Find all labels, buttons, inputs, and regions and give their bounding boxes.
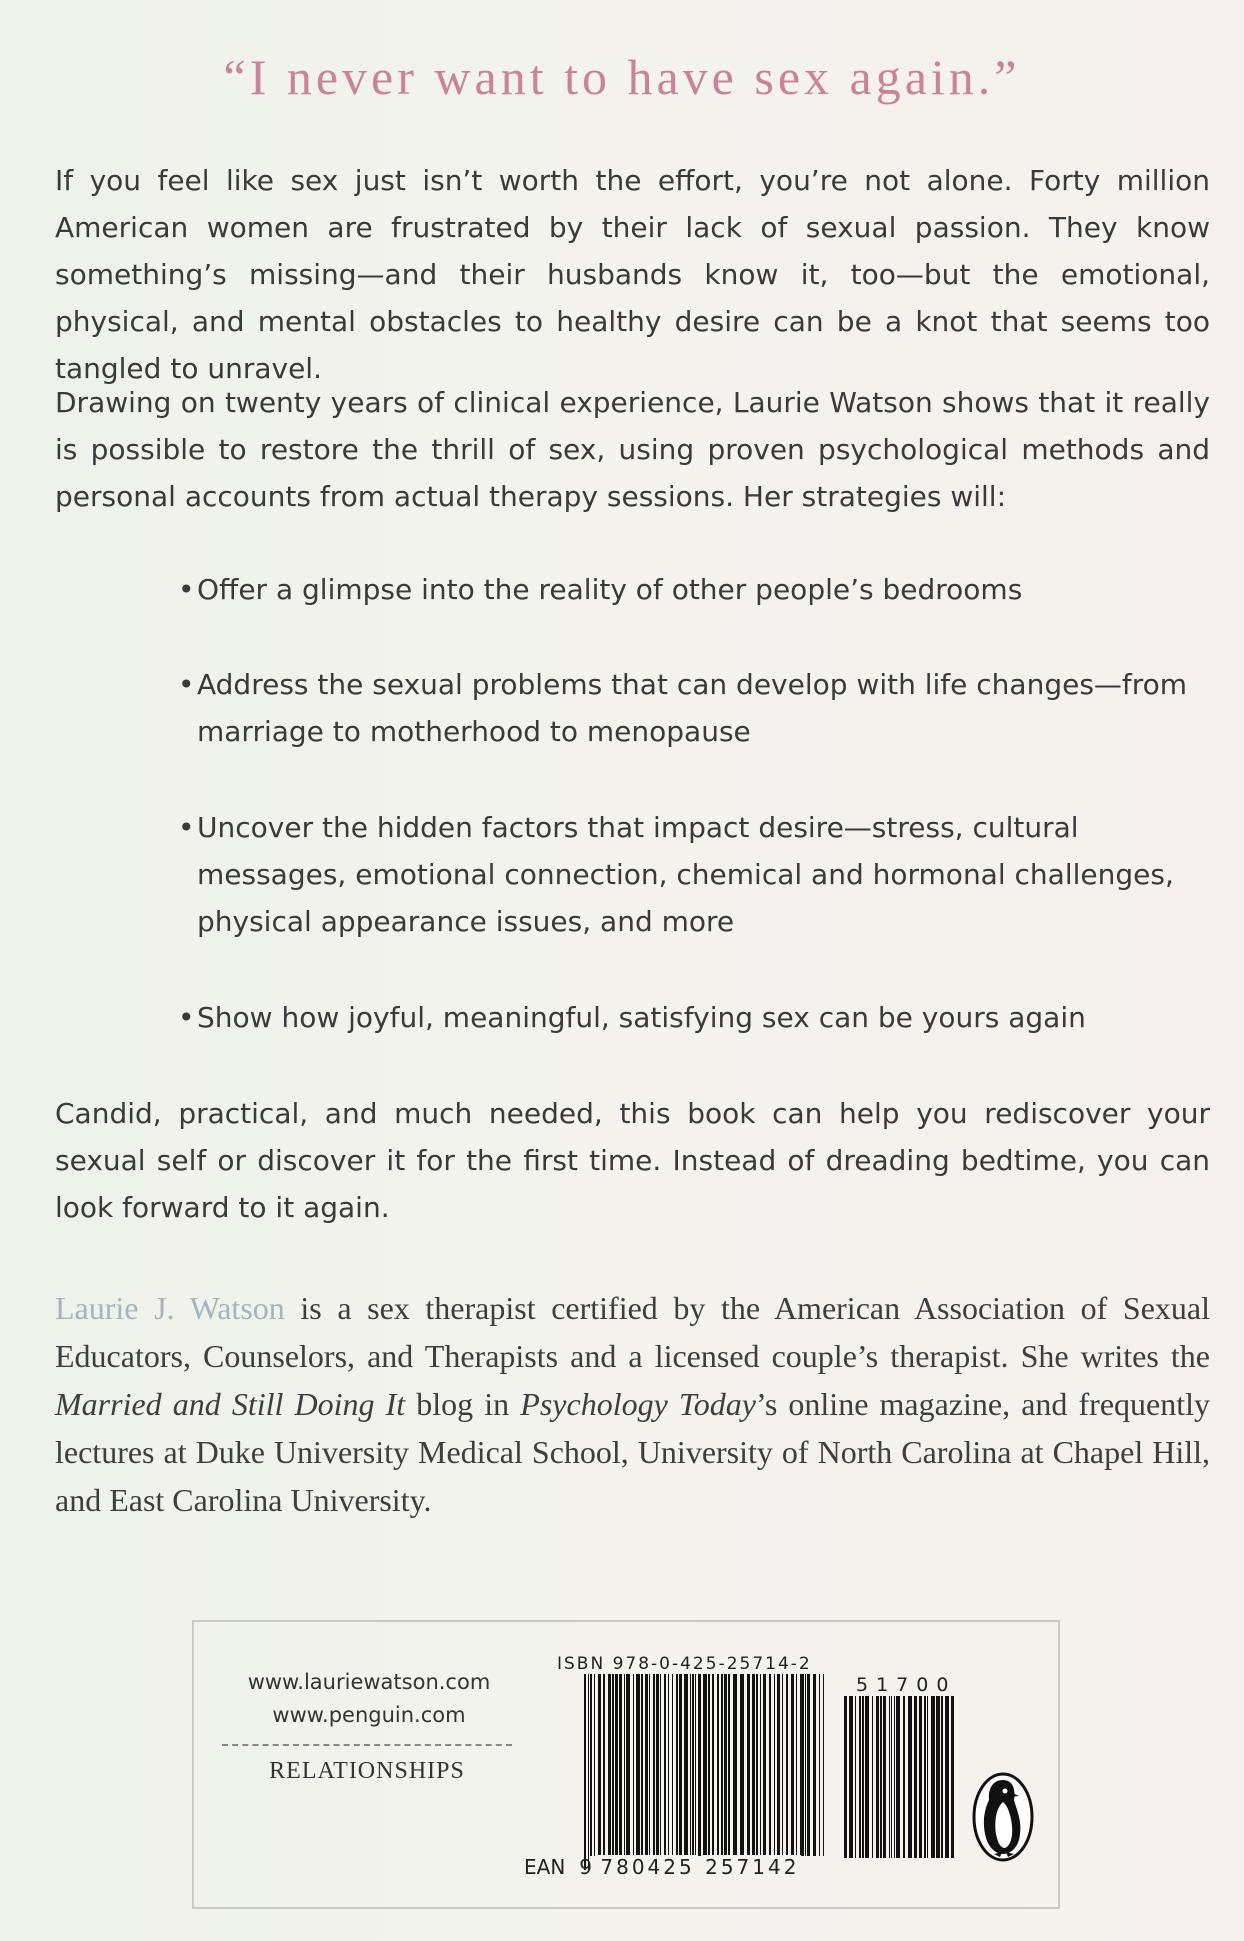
divider: [222, 1744, 512, 1746]
list-item-text: Uncover the hidden factors that impact desire—stress, cultural messages, emotional connection, chemical and hormonal challenges, physical appearance issues, and more: [197, 811, 1174, 938]
barcode-bar: [800, 1674, 804, 1856]
barcode-bar: [626, 1674, 630, 1856]
barcode-bar: [676, 1674, 678, 1856]
barcode-bar: [859, 1696, 861, 1858]
category-label: RELATIONSHIPS: [269, 1758, 465, 1784]
ean-label: [524, 1855, 801, 1879]
barcode-bar: [636, 1674, 640, 1856]
barcode-bar: [649, 1674, 650, 1856]
bio-text: is a sex therapist certified by the American Association of Sexual Educators, Counselors, and Therapists and a licensed couple’s therapist. She writes the: [55, 1290, 1211, 1374]
penguin-logo-icon: [972, 1772, 1034, 1862]
barcode-bar: [889, 1696, 890, 1858]
bullet-icon: •: [178, 811, 195, 844]
barcode-bar: [903, 1696, 905, 1858]
magazine-title: Psychology Today: [520, 1386, 756, 1422]
barcode-bar: [690, 1674, 691, 1856]
barcode-bar: [855, 1696, 856, 1858]
bullet-icon: •: [178, 573, 195, 606]
cover-quote: “I never want to have sex again.”: [223, 49, 1021, 105]
barcode-bar: [612, 1674, 614, 1856]
barcode-bar: [951, 1696, 954, 1858]
barcode-bar: [919, 1696, 922, 1858]
bullet-icon: •: [178, 1001, 195, 1034]
ean-first-digit: 9: [579, 1855, 593, 1879]
barcode-bar: [668, 1674, 669, 1856]
barcode-bar: [927, 1696, 928, 1858]
barcode-bar: [656, 1674, 659, 1856]
barcode-bar: [823, 1674, 824, 1856]
list-item: [178, 566, 1208, 613]
list-item: [178, 994, 1208, 1041]
ean-right-digits: 257142: [705, 1855, 800, 1879]
barcode-bar: [615, 1674, 618, 1856]
barcode-bar: [733, 1674, 737, 1856]
barcode-bar: [752, 1674, 755, 1856]
barcode-bar: [807, 1674, 810, 1856]
barcode-bar: [936, 1696, 940, 1858]
bio-text: blog in: [405, 1386, 521, 1422]
barcode-bar: [708, 1674, 710, 1870]
barcode-bar: [692, 1674, 694, 1856]
barcode-bar: [865, 1696, 869, 1858]
barcode-bar: [653, 1674, 655, 1856]
barcode-bar: [883, 1696, 886, 1858]
barcode-bar: [819, 1674, 820, 1856]
barcode-bar: [664, 1674, 666, 1856]
barcode-bar: [703, 1674, 707, 1870]
list-item-text: Offer a glimpse into the reality of other people’s bedrooms: [197, 573, 1023, 606]
barcode-bar: [740, 1674, 744, 1856]
barcode-bar: [891, 1696, 892, 1858]
author-url: www.lauriewatson.com: [247, 1670, 491, 1694]
barcode-bar: [786, 1674, 788, 1856]
barcode-bar: [679, 1674, 682, 1856]
bio-text: ’s online magazine, and frequently lectures at Duke University Medical School, University of North Carolina at Chapel Hill, and East Carolina University.: [55, 1386, 1211, 1518]
description-paragraph-1: If you feel like sex just isn’t worth the effort, you’re not alone. Forty million American women are frustrated by their lack of sexual passion. They know something’s missing—and their husbands know it, too—but the emotional, physical, and mental obstacles to healthy desire can be a knot that seems too tangled to unravel.: [55, 164, 1210, 385]
barcode-bar: [641, 1674, 643, 1856]
barcode-bar: [876, 1696, 879, 1858]
barcode-bar: [619, 1674, 622, 1856]
barcode-bar: [633, 1674, 634, 1856]
barcode-bar: [660, 1674, 661, 1856]
barcode-bar: [712, 1674, 714, 1856]
barcode-bar: [717, 1674, 719, 1856]
barcode-panel: [192, 1620, 1060, 1909]
barcode-bar: [608, 1674, 611, 1856]
blog-title: Married and Still Doing It: [55, 1386, 406, 1422]
barcode-bar: [594, 1674, 595, 1856]
barcode-bar: [598, 1674, 601, 1856]
barcode-bar: [796, 1674, 797, 1856]
barcode-bar: [763, 1674, 766, 1856]
barcode-bar: [747, 1674, 750, 1856]
barcode-bar: [914, 1696, 917, 1858]
description-paragraph-3: Candid, practical, and much needed, this book can help you rediscover your sexual self or discover it for the first time. Instead of dreading bedtime, you can look forward to it again.: [55, 1097, 1210, 1224]
price-addon-digits: 51700: [856, 1674, 957, 1696]
barcode-bar: [872, 1696, 873, 1858]
description-paragraph-2: Drawing on twenty years of clinical experience, Laurie Watson shows that it really is possible to restore the thrill of sex, using proven psychological methods and personal accounts from actual therapy sessions. Her strategies will:: [55, 386, 1210, 513]
isbn-label: ISBN 978-0-425-25714-2: [557, 1654, 812, 1674]
barcode-bar: [760, 1674, 761, 1856]
barcode-bar: [791, 1674, 794, 1856]
barcode-bar: [728, 1674, 730, 1856]
ean-left-digits: 780425: [600, 1855, 695, 1879]
barcode-bar: [724, 1674, 727, 1856]
barcode-bar: [782, 1674, 783, 1856]
list-item-text: Show how joyful, meaningful, satisfying sex can be yours again: [197, 1001, 1086, 1034]
barcode-bar: [603, 1674, 605, 1856]
barcode-bar: [844, 1696, 847, 1858]
list-item: [178, 661, 1208, 755]
barcode-bar: [584, 1674, 586, 1870]
barcode-bar: [769, 1674, 771, 1856]
addon-barcode: [844, 1696, 956, 1872]
barcode-bar: [756, 1674, 758, 1856]
ean-prefix: EAN: [524, 1855, 566, 1879]
barcode-bar: [695, 1674, 696, 1856]
barcode-bar: [941, 1696, 943, 1858]
barcode-bar: [908, 1696, 912, 1858]
barcode-bar: [684, 1674, 688, 1856]
barcode-bar: [894, 1696, 895, 1858]
publisher-url: www.penguin.com: [272, 1703, 466, 1727]
url-list: [234, 1666, 504, 1732]
barcode-bar: [698, 1674, 701, 1856]
barcode-bar: [862, 1696, 864, 1858]
barcode-bar: [896, 1696, 900, 1858]
barcode-bar: [624, 1674, 625, 1856]
barcode-bar: [945, 1696, 949, 1858]
barcode-bar: [931, 1696, 935, 1858]
author-name: Laurie J. Watson: [55, 1290, 285, 1326]
barcode-bar: [777, 1674, 780, 1856]
barcode-bar: [849, 1696, 853, 1858]
barcode-bar: [590, 1674, 592, 1856]
barcode-bar: [805, 1674, 806, 1856]
barcode-bar: [672, 1674, 673, 1856]
barcode-bar: [588, 1674, 589, 1870]
barcode-bar: [645, 1674, 648, 1856]
barcode-bar: [813, 1674, 816, 1856]
author-bio: [55, 1284, 1210, 1524]
list-item-text: Address the sexual problems that can develop with life changes—from marriage to motherhood to menopause: [197, 668, 1188, 748]
barcode-bar: [880, 1696, 882, 1858]
barcode-bar: [924, 1696, 926, 1858]
barcode-bar: [721, 1674, 723, 1856]
bullet-icon: •: [178, 668, 195, 701]
barcode-bar: [774, 1674, 775, 1856]
ean-barcode: [584, 1674, 827, 1870]
list-item: [178, 804, 1208, 945]
